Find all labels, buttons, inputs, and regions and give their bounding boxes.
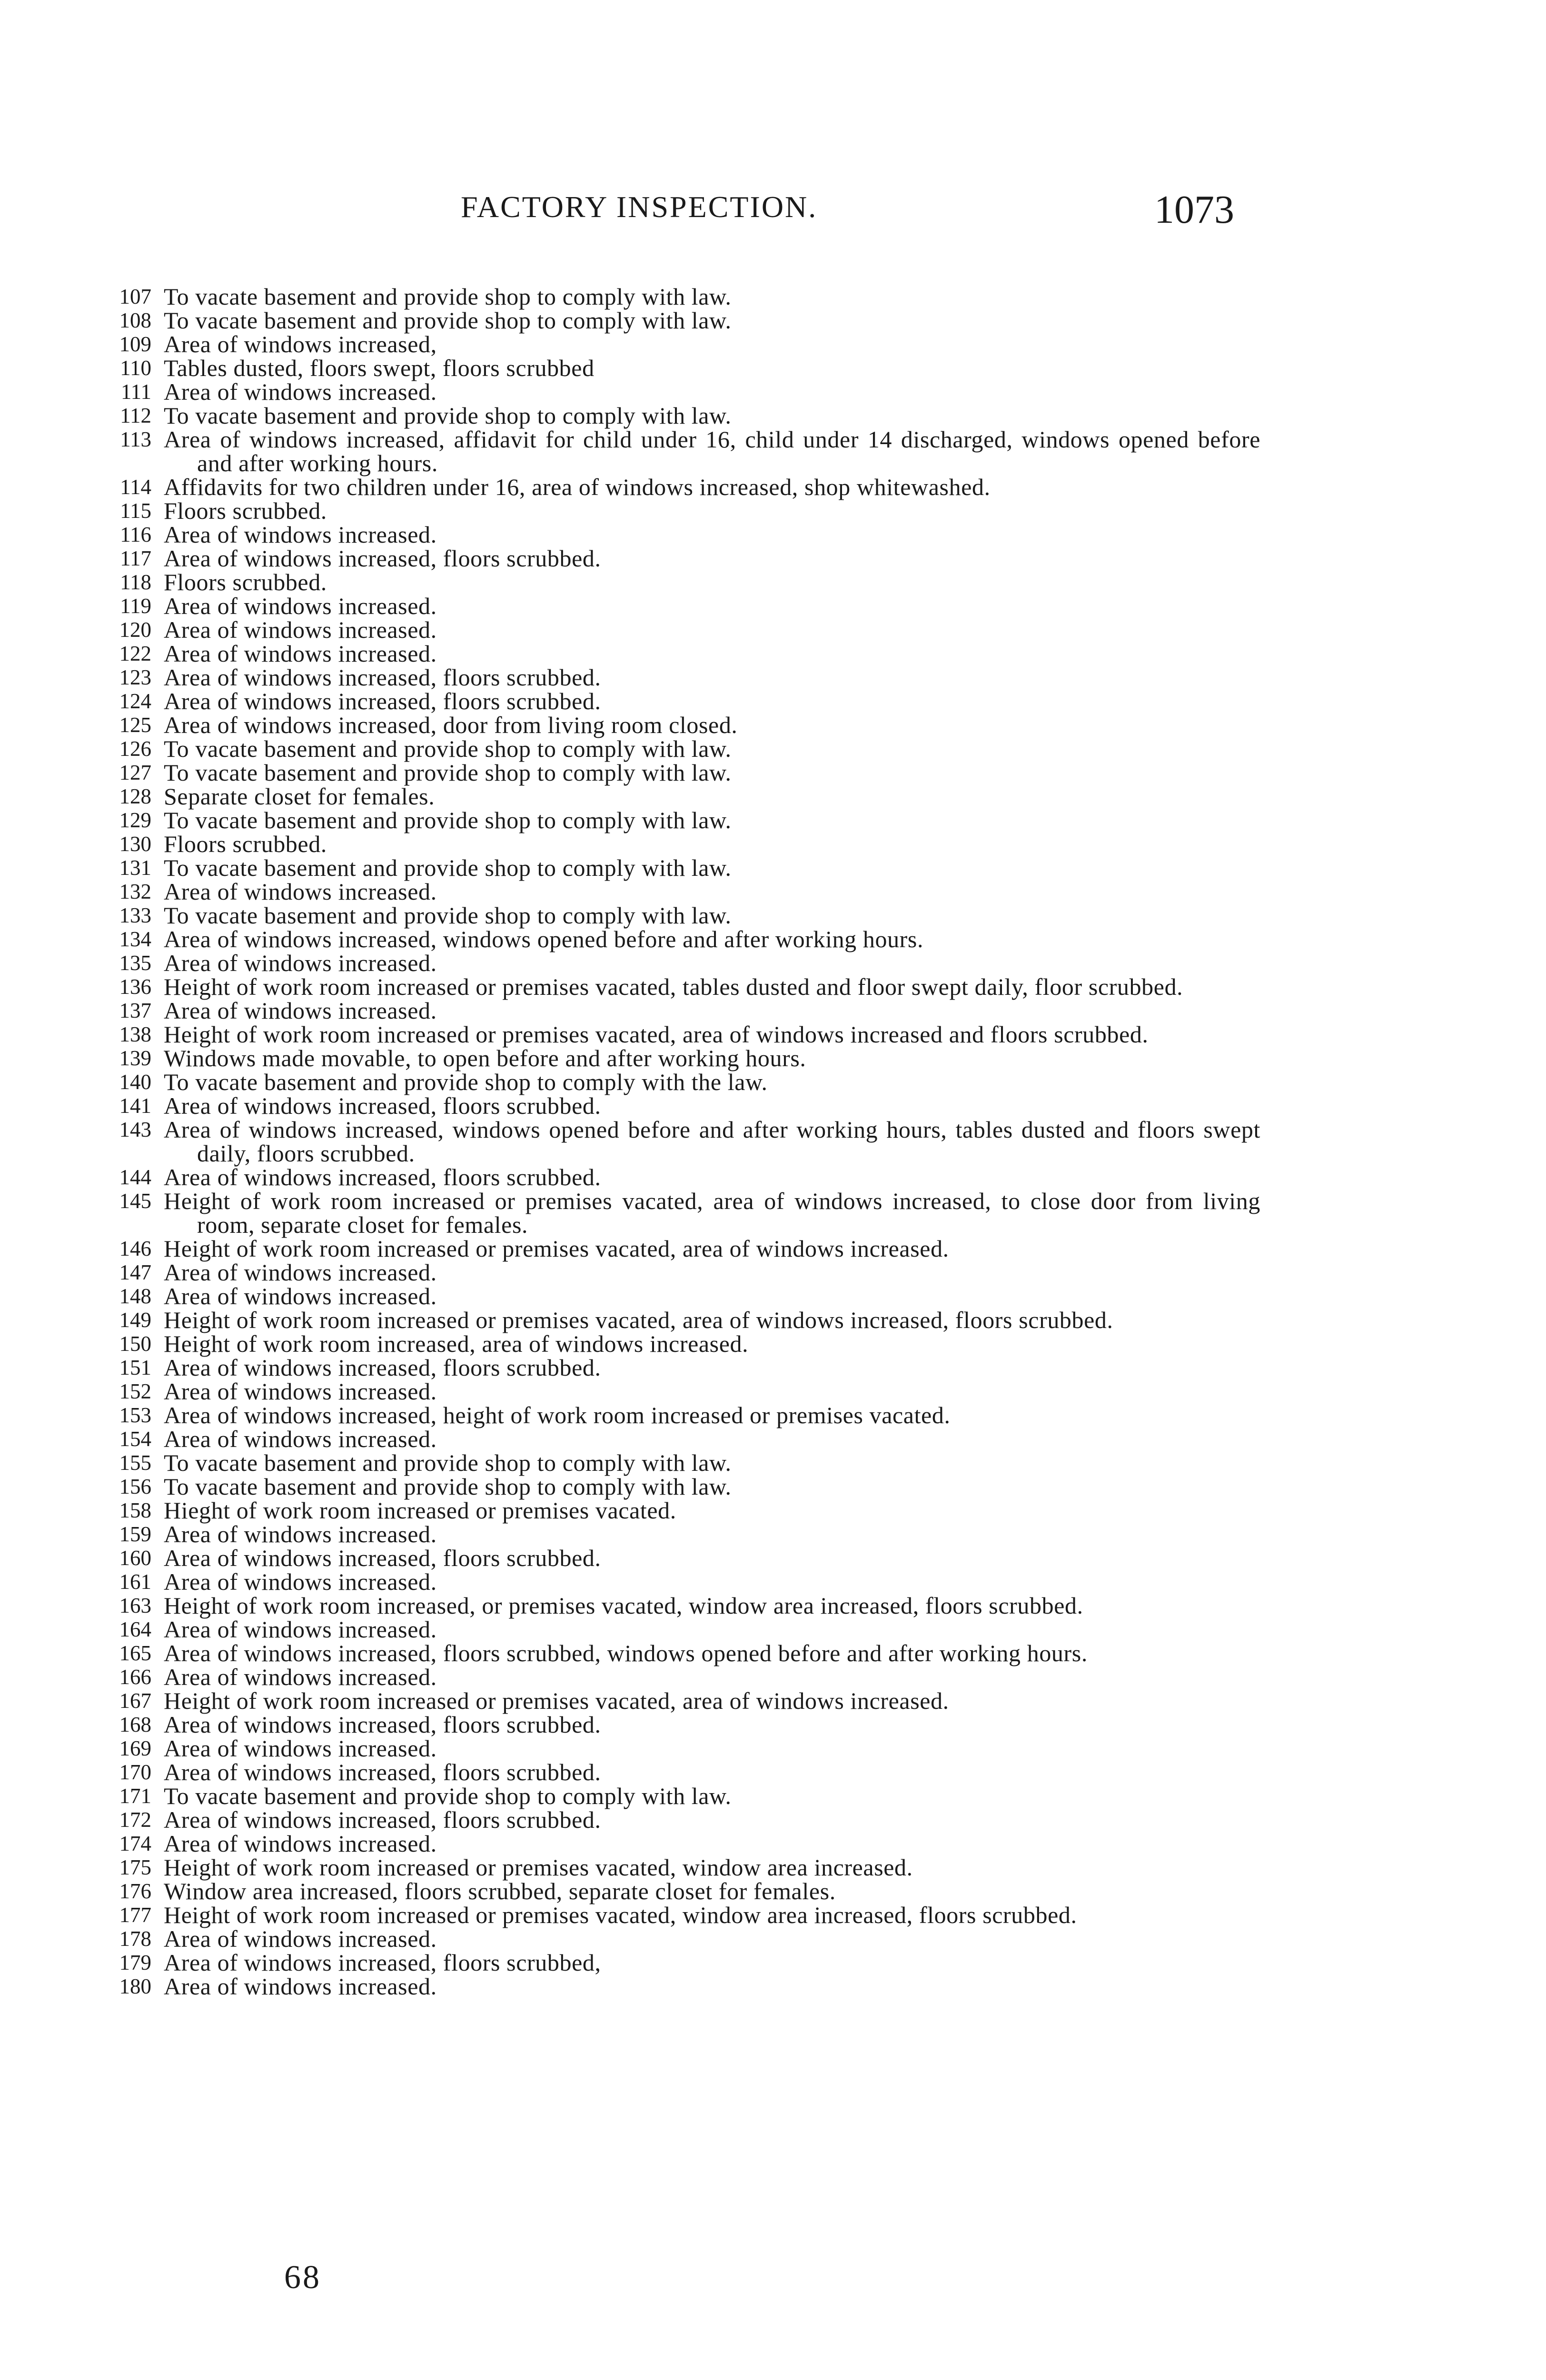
list-item bbox=[89, 499, 1260, 523]
list-item bbox=[89, 1498, 1260, 1522]
entry-text: To vacate basement and provide shop to comply with law. bbox=[164, 1473, 732, 1500]
entry-text: To vacate basement and provide shop to comply with the law. bbox=[164, 1069, 768, 1095]
entry-number: 171 bbox=[119, 1784, 151, 1808]
list-item bbox=[89, 475, 1260, 499]
list-item bbox=[89, 1046, 1260, 1070]
entry-text: Affidavits for two children under 16, area of windows increased, shop whitewashed. bbox=[164, 474, 991, 500]
entry-text: Hieght of work room increased or premises vacated. bbox=[164, 1497, 676, 1524]
entry-number: 167 bbox=[119, 1689, 151, 1713]
entry-text: Height of work room increased or premises vacated, area of windows increased. bbox=[164, 1687, 949, 1714]
entry-number: 150 bbox=[119, 1332, 151, 1356]
list-item bbox=[89, 808, 1260, 832]
entry-text: Floors scrubbed. bbox=[164, 497, 327, 524]
entry-number: 160 bbox=[119, 1546, 151, 1570]
entry-number: 155 bbox=[119, 1451, 151, 1475]
entry-number: 141 bbox=[119, 1094, 151, 1118]
list-item bbox=[89, 1379, 1260, 1403]
list-item bbox=[89, 1094, 1260, 1118]
list-item bbox=[89, 1546, 1260, 1570]
list-item bbox=[89, 1189, 1260, 1237]
list-item bbox=[89, 642, 1260, 665]
entry-number: 109 bbox=[119, 332, 151, 356]
entry-number: 144 bbox=[119, 1165, 151, 1189]
list-item bbox=[89, 1689, 1260, 1713]
list-item bbox=[89, 1451, 1260, 1475]
list-item bbox=[89, 927, 1260, 951]
list-item bbox=[89, 1165, 1260, 1189]
list-item bbox=[89, 1594, 1260, 1617]
entry-text: Height of work room increased or premises vacated, area of windows increased and floors scrubbed. bbox=[164, 1021, 1149, 1048]
entry-number: 163 bbox=[119, 1594, 151, 1617]
entry-text: Area of windows increased. bbox=[164, 1568, 437, 1595]
list-item bbox=[89, 832, 1260, 856]
entry-text: Area of windows increased, floors scrubbed. bbox=[164, 664, 601, 691]
entry-number: 134 bbox=[119, 927, 151, 951]
entry-number: 120 bbox=[119, 618, 151, 642]
entry-number: 174 bbox=[119, 1832, 151, 1855]
list-item bbox=[89, 1641, 1260, 1665]
entry-number: 177 bbox=[119, 1903, 151, 1927]
list-item bbox=[89, 1070, 1260, 1094]
entry-number: 132 bbox=[119, 880, 151, 903]
list-item bbox=[89, 784, 1260, 808]
list-item bbox=[89, 1308, 1260, 1332]
entry-number: 164 bbox=[119, 1617, 151, 1641]
list-item bbox=[89, 1665, 1260, 1689]
entry-number: 143 bbox=[119, 1118, 151, 1141]
entry-number: 140 bbox=[119, 1070, 151, 1094]
entry-number: 152 bbox=[119, 1379, 151, 1403]
entry-text: Area of windows increased, floors scrubbed. bbox=[164, 1806, 601, 1833]
entry-number: 145 bbox=[119, 1189, 151, 1213]
entry-number: 159 bbox=[119, 1522, 151, 1546]
entry-number: 180 bbox=[119, 1974, 151, 1998]
list-item bbox=[89, 546, 1260, 570]
list-item bbox=[89, 856, 1260, 880]
list-item bbox=[89, 1713, 1260, 1736]
entry-text: To vacate basement and provide shop to comply with law. bbox=[164, 307, 732, 334]
list-item bbox=[89, 903, 1260, 927]
list-item bbox=[89, 1879, 1260, 1903]
entry-text: Area of windows increased. bbox=[164, 593, 437, 619]
entry-number: 137 bbox=[119, 999, 151, 1022]
list-item bbox=[89, 1832, 1260, 1855]
entry-text: To vacate basement and provide shop to comply with law. bbox=[164, 1783, 732, 1809]
entry-number: 125 bbox=[119, 713, 151, 737]
entry-text: Window area increased, floors scrubbed, separate closet for females. bbox=[164, 1878, 836, 1904]
entry-text: Floors scrubbed. bbox=[164, 831, 327, 857]
list-item bbox=[89, 1570, 1260, 1594]
list-item bbox=[89, 1784, 1260, 1808]
entry-text: Height of work room increased, area of windows increased. bbox=[164, 1330, 749, 1357]
entry-text: Area of windows increased, windows opened before and after working hours. bbox=[164, 926, 924, 952]
entry-text: Height of work room increased or premises vacated, area of windows increased, to close door from living room, separate closet for females. bbox=[164, 1188, 1260, 1238]
entry-text: Height of work room increased or premises vacated, area of windows increased. bbox=[164, 1235, 949, 1262]
entry-number: 108 bbox=[119, 308, 151, 332]
list-item bbox=[89, 713, 1260, 737]
entry-number: 131 bbox=[119, 856, 151, 880]
entry-number: 115 bbox=[120, 499, 151, 523]
list-item bbox=[89, 689, 1260, 713]
list-item bbox=[89, 1974, 1260, 1998]
list-item bbox=[89, 1903, 1260, 1927]
entry-text: Area of windows increased. bbox=[164, 1735, 437, 1762]
entry-text: Area of windows increased, floors scrubbed. bbox=[164, 1759, 601, 1785]
entry-number: 114 bbox=[120, 475, 151, 499]
entry-text: To vacate basement and provide shop to comply with law. bbox=[164, 902, 732, 929]
entry-number: 128 bbox=[119, 784, 151, 808]
entry-number: 178 bbox=[119, 1927, 151, 1951]
entry-number: 119 bbox=[120, 594, 151, 618]
entry-text: Area of windows increased. bbox=[164, 1973, 437, 2000]
entry-number: 112 bbox=[120, 404, 151, 427]
list-item bbox=[89, 1022, 1260, 1046]
entry-text: To vacate basement and provide shop to comply with law. bbox=[164, 807, 732, 833]
entry-number: 154 bbox=[119, 1427, 151, 1451]
entry-number: 147 bbox=[119, 1260, 151, 1284]
entry-number: 176 bbox=[119, 1879, 151, 1903]
entry-number: 165 bbox=[119, 1641, 151, 1665]
list-item bbox=[89, 761, 1260, 784]
entry-number: 161 bbox=[119, 1570, 151, 1594]
entry-text: Height of work room increased or premises vacated, window area increased. bbox=[164, 1854, 913, 1881]
entry-number: 175 bbox=[119, 1855, 151, 1879]
entry-number: 124 bbox=[119, 689, 151, 713]
list-item bbox=[89, 1855, 1260, 1879]
entry-text: Area of windows increased, floors scrubbed. bbox=[164, 1164, 601, 1190]
entry-text: To vacate basement and provide shop to comply with law. bbox=[164, 759, 732, 786]
list-item bbox=[89, 880, 1260, 903]
entry-text: Height of work room increased or premises vacated, area of windows increased, floors scrubbed. bbox=[164, 1307, 1113, 1333]
entry-text: Area of windows increased, height of work room increased or premises vacated. bbox=[164, 1402, 951, 1428]
entry-number: 110 bbox=[120, 356, 151, 380]
entry-text: Area of windows increased. bbox=[164, 1259, 437, 1286]
entry-text: Area of windows increased. bbox=[164, 521, 437, 548]
entry-text: Area of windows increased. bbox=[164, 1283, 437, 1309]
entry-text: Windows made movable, to open before and after working hours. bbox=[164, 1045, 806, 1071]
entry-text: Area of windows increased, floors scrubbed. bbox=[164, 1545, 601, 1571]
signature-number: 68 bbox=[284, 2259, 321, 2296]
list-item bbox=[89, 1118, 1260, 1165]
list-item bbox=[89, 1237, 1260, 1260]
list-item bbox=[89, 1475, 1260, 1498]
entry-number: 158 bbox=[119, 1498, 151, 1522]
entry-text: Area of windows increased. bbox=[164, 1664, 437, 1690]
list-item bbox=[89, 1736, 1260, 1760]
entry-text: Area of windows increased, floors scrubbed. bbox=[164, 688, 601, 714]
entry-number: 107 bbox=[119, 285, 151, 308]
entry-number: 123 bbox=[119, 665, 151, 689]
entry-number: 168 bbox=[119, 1713, 151, 1736]
entry-number: 170 bbox=[119, 1760, 151, 1784]
entry-text: Height of work room increased, or premises vacated, window area increased, floors scrubbed. bbox=[164, 1592, 1083, 1619]
running-title: FACTORY INSPECTION. bbox=[461, 190, 818, 224]
entry-text: To vacate basement and provide shop to comply with law. bbox=[164, 283, 732, 310]
entry-text: Area of windows increased. bbox=[164, 640, 437, 667]
entry-text: Area of windows increased, floors scrubbed. bbox=[164, 545, 601, 572]
entry-number: 122 bbox=[119, 642, 151, 665]
list-item bbox=[89, 523, 1260, 546]
entry-text: Height of work room increased or premises vacated, window area increased, floors scrubbed. bbox=[164, 1902, 1077, 1928]
list-item bbox=[89, 308, 1260, 332]
list-item bbox=[89, 1522, 1260, 1546]
list-item bbox=[89, 570, 1260, 594]
list-item bbox=[89, 1284, 1260, 1308]
inspection-entries-list bbox=[89, 285, 1260, 1998]
entry-text: Area of windows increased, windows opened before and after working hours, tables dusted and floors swept daily, floors scrubbed. bbox=[164, 1116, 1260, 1167]
page-number: 1073 bbox=[1154, 188, 1234, 232]
entry-text: Height of work room increased or premises vacated, tables dusted and floor swept daily, floor scrubbed. bbox=[164, 973, 1183, 1000]
entry-text: Area of windows increased, floors scrubbed, bbox=[164, 1949, 601, 1976]
entry-text: Area of windows increased, affidavit for child under 16, child under 14 discharged, windows opened before and after working hours. bbox=[164, 426, 1260, 476]
list-item bbox=[89, 975, 1260, 999]
entry-number: 179 bbox=[119, 1951, 151, 1974]
list-item bbox=[89, 332, 1260, 356]
entry-text: Tables dusted, floors swept, floors scrubbed bbox=[164, 355, 595, 381]
entry-number: 135 bbox=[119, 951, 151, 975]
entry-text: Floors scrubbed. bbox=[164, 569, 327, 595]
list-item bbox=[89, 618, 1260, 642]
entry-number: 117 bbox=[120, 546, 151, 570]
entry-number: 130 bbox=[119, 832, 151, 856]
entry-number: 149 bbox=[119, 1308, 151, 1332]
list-item bbox=[89, 1760, 1260, 1784]
entry-text: Area of windows increased, door from living room closed. bbox=[164, 712, 738, 738]
list-item bbox=[89, 380, 1260, 404]
entry-number: 166 bbox=[119, 1665, 151, 1689]
entry-text: Area of windows increased. bbox=[164, 1378, 437, 1405]
entry-number: 139 bbox=[119, 1046, 151, 1070]
entry-number: 118 bbox=[120, 570, 151, 594]
list-item bbox=[89, 1951, 1260, 1974]
list-item bbox=[89, 1332, 1260, 1356]
list-item bbox=[89, 404, 1260, 427]
list-item bbox=[89, 1356, 1260, 1379]
entry-text: Separate closet for females. bbox=[164, 783, 435, 810]
entry-number: 113 bbox=[120, 427, 151, 451]
entry-number: 133 bbox=[119, 903, 151, 927]
list-item bbox=[89, 1427, 1260, 1451]
list-item bbox=[89, 737, 1260, 761]
list-item bbox=[89, 1260, 1260, 1284]
entry-text: Area of windows increased. bbox=[164, 1925, 437, 1952]
entry-number: 153 bbox=[119, 1403, 151, 1427]
entry-number: 146 bbox=[119, 1237, 151, 1260]
entry-number: 156 bbox=[119, 1475, 151, 1498]
entry-number: 148 bbox=[119, 1284, 151, 1308]
entry-number: 111 bbox=[120, 380, 151, 404]
entry-number: 138 bbox=[119, 1022, 151, 1046]
list-item bbox=[89, 951, 1260, 975]
list-item bbox=[89, 1927, 1260, 1951]
entry-text: Area of windows increased, floors scrubbed. bbox=[164, 1354, 601, 1381]
list-item bbox=[89, 356, 1260, 380]
entry-text: Area of windows increased, bbox=[164, 331, 437, 357]
list-item bbox=[89, 665, 1260, 689]
entry-text: Area of windows increased. bbox=[164, 378, 437, 405]
entry-number: 127 bbox=[119, 761, 151, 784]
entry-number: 116 bbox=[120, 523, 151, 546]
list-item bbox=[89, 594, 1260, 618]
entry-text: Area of windows increased. bbox=[164, 950, 437, 976]
entry-text: Area of windows increased, floors scrubbed. bbox=[164, 1711, 601, 1738]
list-item bbox=[89, 285, 1260, 308]
entry-text: Area of windows increased. bbox=[164, 1521, 437, 1547]
entry-number: 151 bbox=[119, 1356, 151, 1379]
list-item bbox=[89, 1617, 1260, 1641]
entry-text: To vacate basement and provide shop to comply with law. bbox=[164, 735, 732, 762]
entry-text: Area of windows increased. bbox=[164, 1616, 437, 1643]
entry-text: Area of windows increased, floors scrubbed. bbox=[164, 1092, 601, 1119]
entry-number: 126 bbox=[119, 737, 151, 761]
entry-text: Area of windows increased, floors scrubbed, windows opened before and after working hours. bbox=[164, 1640, 1088, 1666]
entry-number: 172 bbox=[119, 1808, 151, 1832]
entry-number: 136 bbox=[119, 975, 151, 999]
list-item bbox=[89, 999, 1260, 1022]
entry-text: To vacate basement and provide shop to comply with law. bbox=[164, 1449, 732, 1476]
entry-text: Area of windows increased. bbox=[164, 616, 437, 643]
entry-text: Area of windows increased. bbox=[164, 1426, 437, 1452]
list-item bbox=[89, 1808, 1260, 1832]
entry-text: To vacate basement and provide shop to comply with law. bbox=[164, 854, 732, 881]
list-item bbox=[89, 427, 1260, 475]
entry-number: 169 bbox=[119, 1736, 151, 1760]
list-item bbox=[89, 1403, 1260, 1427]
entry-text: Area of windows increased. bbox=[164, 878, 437, 905]
entry-text: Area of windows increased. bbox=[164, 997, 437, 1024]
entry-text: To vacate basement and provide shop to comply with law. bbox=[164, 402, 732, 429]
entry-number: 129 bbox=[119, 808, 151, 832]
entry-text: Area of windows increased. bbox=[164, 1830, 437, 1857]
